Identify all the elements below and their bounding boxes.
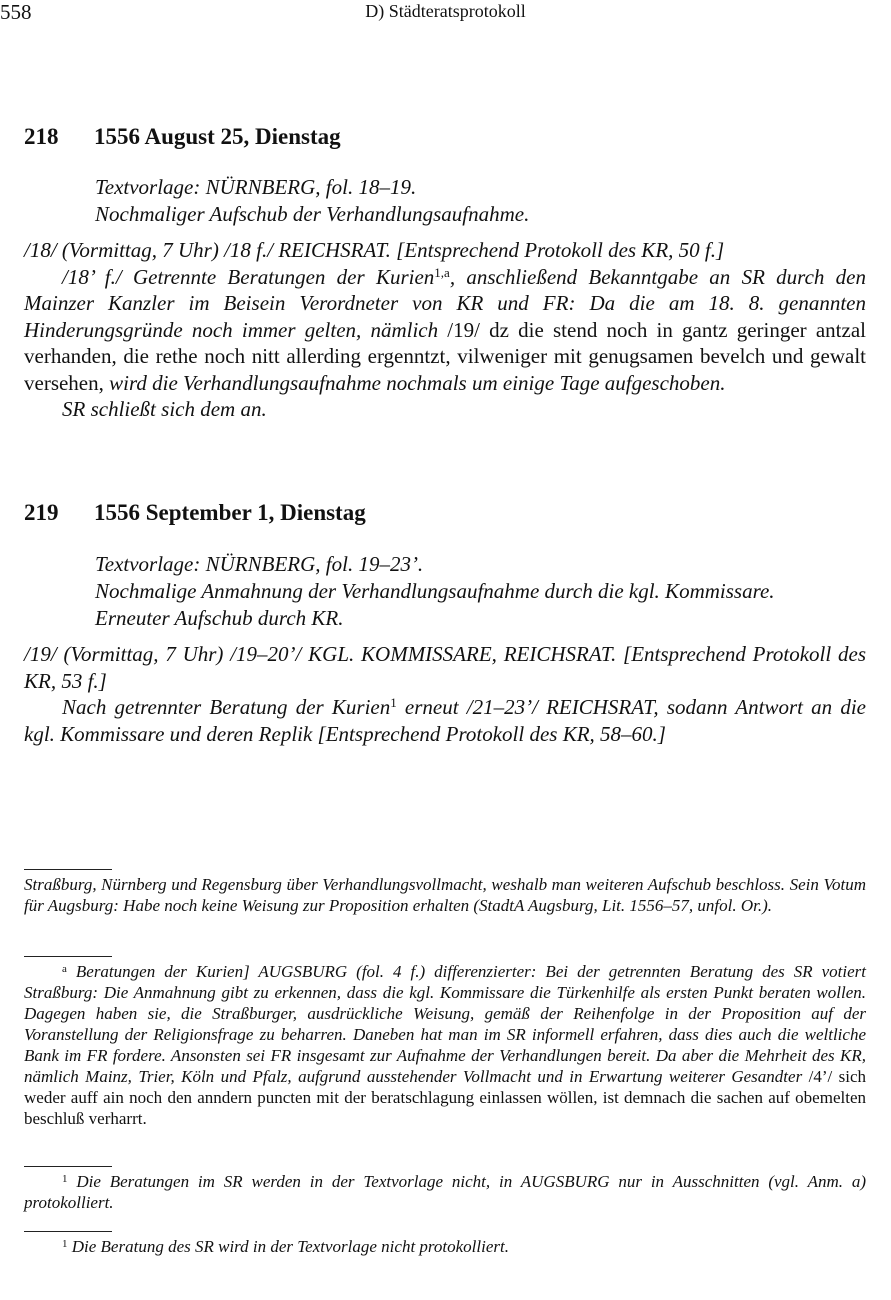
paragraph: [24, 694, 866, 747]
footnote-rule: [24, 956, 112, 957]
entry-body: [24, 641, 866, 747]
text-segment: Straßburg, Nürnberg und Regensburg über Verhandlungsvollmacht, weshalb man weiteren Aufschub beschloss. Sein Votum für Augsburg: Habe noch keine Weisung zur Proposition erhalten (StadtA Augsburg, Lit. 1556–57, unfol. Or.).: [24, 875, 866, 915]
entry-number: 219: [24, 500, 59, 525]
entry-number: 218: [24, 124, 59, 149]
footnote-continuation: [24, 874, 866, 916]
text-segment: /18/ (Vormittag, 7 Uhr) /18 f./ REICHSRAT. [Entsprechend Protokoll des KR, 50 f.]: [24, 238, 725, 262]
footnote-marker: 1: [62, 1238, 68, 1250]
entry-source: [95, 551, 795, 632]
text-segment: /18’ f./ Getrennte Beratungen der Kurien: [62, 264, 435, 289]
footnote-a: [24, 961, 866, 1129]
text-segment: Beratungen der Kurien] AUGSBURG (fol. 4 f.) differenzierter: Bei der getrennten Beratung des SR votiert Straßburg: Die Anmahnung gibt zu erkennen, dass die kgl. Kommissare die Türkenhilfe als ersten Punkt beraten wollen. Dagegen haben sie, die Straßburger, ausdrückliche Weisung, gemäß der Reihenfolge in der Proposition auf der Voranstellung der Religionsfrage zu beharren. Daneben hat man im SR informell erfahren, dass dies auch die weltliche Bank im FR fordere. Ansonsten sei FR insgesamt zur Aufnahme der Verhandlungen bereit. Da aber die Mehrheit des KR, nämlich Mainz, Trier, Köln und Pfalz, aufgrund ausstehender Vollmacht und in Erwartung weiterer Gesandter: [24, 962, 866, 1086]
text-segment: erneut /21–23’/ REICHSRAT, sodann Antwort an die kgl. Kommissare und deren Replik [Entsprechend Protokoll des KR, 58–60.]: [24, 695, 866, 746]
footnote-text: [24, 961, 866, 1129]
footnote-marker: a: [62, 963, 67, 975]
text-segment: Nach getrennter Beratung der Kurien: [62, 695, 391, 719]
paragraph: [24, 264, 866, 397]
entry-body: [24, 237, 866, 423]
text-segment: Die Beratungen im SR werden in der Textvorlage nicht, in AUGSBURG nur in Ausschnitten (vgl. Anm. a) protokolliert.: [24, 1172, 866, 1212]
footnote-marker: 1: [62, 1173, 68, 1185]
running-head: [0, 0, 842, 28]
running-title: D) Städteratsprotokoll: [365, 1, 526, 21]
source-line: Textvorlage: NÜRNBERG, fol. 18–19.: [95, 175, 417, 199]
footnote-rule: [24, 1166, 112, 1167]
footnote-text: [24, 1171, 866, 1213]
paragraph: [24, 641, 866, 694]
text-segment: /4’/ sich weder auff ain noch den anndern puncten mit der beratschlagung einlassen wöllen, ist demnach die sachen auf obemelten beschluß verharrt.: [24, 1067, 866, 1128]
footnote-rule: [24, 1231, 112, 1232]
summary-line: Nochmaliger Aufschub der Verhandlungsaufnahme.: [95, 202, 530, 226]
entry-heading: [24, 500, 366, 526]
paragraph: [24, 237, 866, 264]
entry-heading: [24, 124, 341, 150]
entry-title: 1556 August 25, Dienstag: [94, 124, 341, 149]
text-segment: /19/ dz die stend noch in gantz geringer antzal verhanden, die rethe noch nitt allerding ergenntzt, vilweniger mit genugsamen bevelch und gewalt versehen,: [24, 317, 866, 395]
entry-title: 1556 September 1, Dienstag: [94, 500, 366, 525]
footnote-marker: 1,a: [434, 264, 450, 280]
text-segment: , anschließend Bekanntgabe an SR durch den Mainzer Kanzler im Beisein Verordneter von KR und FR: Da die am 18. 8. genannten Hinderungsgründe noch immer gelten, nämlich: [24, 264, 866, 342]
summary-line: Nochmalige Anmahnung der Verhandlungsaufnahme durch die kgl. Kommissare. Erneuter Aufschub durch KR.: [95, 579, 775, 630]
paragraph: [24, 396, 866, 423]
text-segment: wird die Verhandlungsaufnahme nochmals um einige Tage aufgeschoben.: [109, 370, 726, 395]
footnote-1: [24, 1236, 866, 1257]
text-segment: /19/ (Vormittag, 7 Uhr) /19–20’/ KGL. KOMMISSARE, REICHSRAT. [Entsprechend Protokoll des KR, 53 f.]: [24, 642, 866, 693]
footnote-marker: 1: [390, 695, 397, 710]
page-number: 558: [0, 0, 32, 24]
footnote-rule: [24, 869, 112, 870]
footnote-text: [24, 874, 866, 916]
source-line: Textvorlage: NÜRNBERG, fol. 19–23’.: [95, 552, 424, 576]
text-segment: SR schließt sich dem an.: [62, 397, 267, 421]
footnote-1: [24, 1171, 866, 1213]
entry-source: [95, 174, 795, 228]
footnote-text: [24, 1236, 866, 1257]
text-segment: Die Beratung des SR wird in der Textvorlage nicht protokolliert.: [67, 1237, 509, 1256]
